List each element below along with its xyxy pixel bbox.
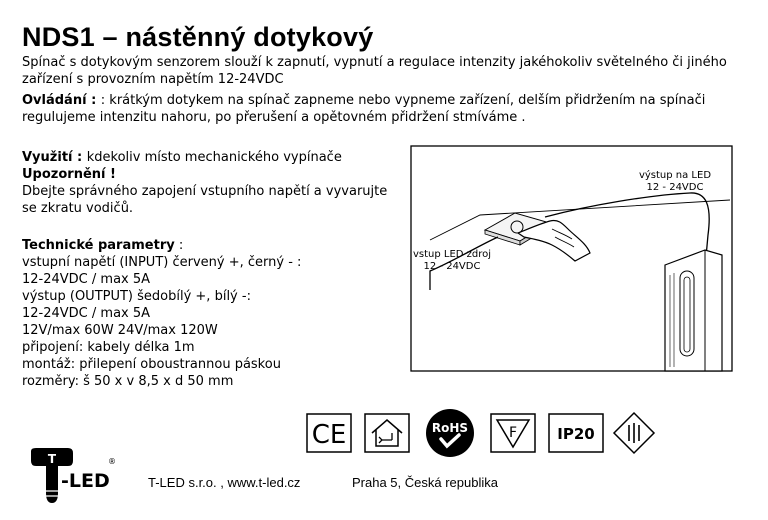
page-title: NDS1 – nástěnný dotykový — [22, 22, 374, 52]
class-iii-icon — [612, 411, 656, 455]
tech-line: výstup (OUTPUT) šedobílý +, bílý -: — [22, 289, 251, 304]
ce-text: CE — [311, 420, 347, 450]
tech-line: 12V/max 60W 24V/max 120W — [22, 323, 218, 338]
input-voltage-label: 12 - 24VDC — [423, 261, 481, 272]
logo-text: -LED — [61, 470, 110, 492]
f-mark-icon — [490, 413, 536, 453]
f-mark-text: F — [508, 425, 518, 441]
control-label: Ovládání : — [22, 93, 101, 108]
warning-label: Upozornění ! — [22, 167, 116, 182]
description-line: Spínač s dotykovým senzorem slouží k zapnutí, vypnutí a regulace intenzity jakéhokoliv světelného či jiného — [22, 55, 727, 70]
registered-mark: ® — [108, 457, 116, 466]
usage-text: kdekoliv místo mechanického vypínače — [86, 150, 342, 165]
control-line: regulujeme intenzitu nahoru, po přerušení a opětovném přidržení stmíváme . — [22, 110, 526, 125]
led-profile — [665, 250, 722, 371]
description-paragraph — [22, 54, 752, 88]
tech-params-block — [22, 237, 412, 390]
output-voltage-label: 12 - 24VDC — [646, 182, 704, 193]
ip20-text: IP20 — [557, 425, 595, 443]
usage-warning-block — [22, 149, 412, 217]
input-label: vstup LED zdroj — [412, 249, 492, 260]
tech-line: 12-24VDC / max 5A — [22, 272, 151, 287]
footer-company: T-LED s.r.o. , www.t-led.cz — [148, 475, 301, 490]
logo-letter: T — [47, 452, 57, 466]
tech-label: Technické parametry — [22, 238, 175, 253]
tech-line: rozměry: š 50 x v 8,5 x d 50 mm — [22, 374, 234, 389]
tech-label-suffix: : — [174, 238, 184, 253]
tech-heading — [22, 237, 412, 254]
warning-line: Dbejte správného zapojení vstupního napětí a vyvarujte — [22, 184, 388, 199]
tech-line: 12-24VDC / max 5A — [22, 306, 151, 321]
usage-line — [22, 149, 412, 166]
footer-address: Praha 5, Česká republika — [352, 475, 498, 490]
ip20-badge — [548, 413, 604, 453]
control-text: : krátkým dotykem na spínač zapneme nebo vypneme zařízení, delším přidržením na spínači — [100, 93, 706, 108]
rohs-icon — [422, 408, 478, 458]
t-led-logo — [28, 447, 123, 505]
usage-label: Využití : — [22, 150, 87, 165]
output-label: výstup na LED — [638, 170, 712, 181]
tech-line: vstupní napětí (INPUT) červený +, černý - : — [22, 255, 302, 270]
control-line — [22, 92, 752, 109]
control-paragraph — [22, 92, 752, 126]
tech-line: montáž: přilepení oboustrannou páskou — [22, 357, 281, 372]
description-line: zařízení s provozním napětím 12-24VDC — [22, 72, 284, 87]
warning-line: se zkratu vodičů. — [22, 201, 134, 216]
tech-line: připojení: kabely délka 1m — [22, 340, 195, 355]
installation-diagram — [410, 145, 733, 372]
indoor-use-icon — [364, 413, 410, 453]
ce-mark-icon — [306, 413, 352, 453]
rohs-text: RoHS — [431, 421, 469, 435]
